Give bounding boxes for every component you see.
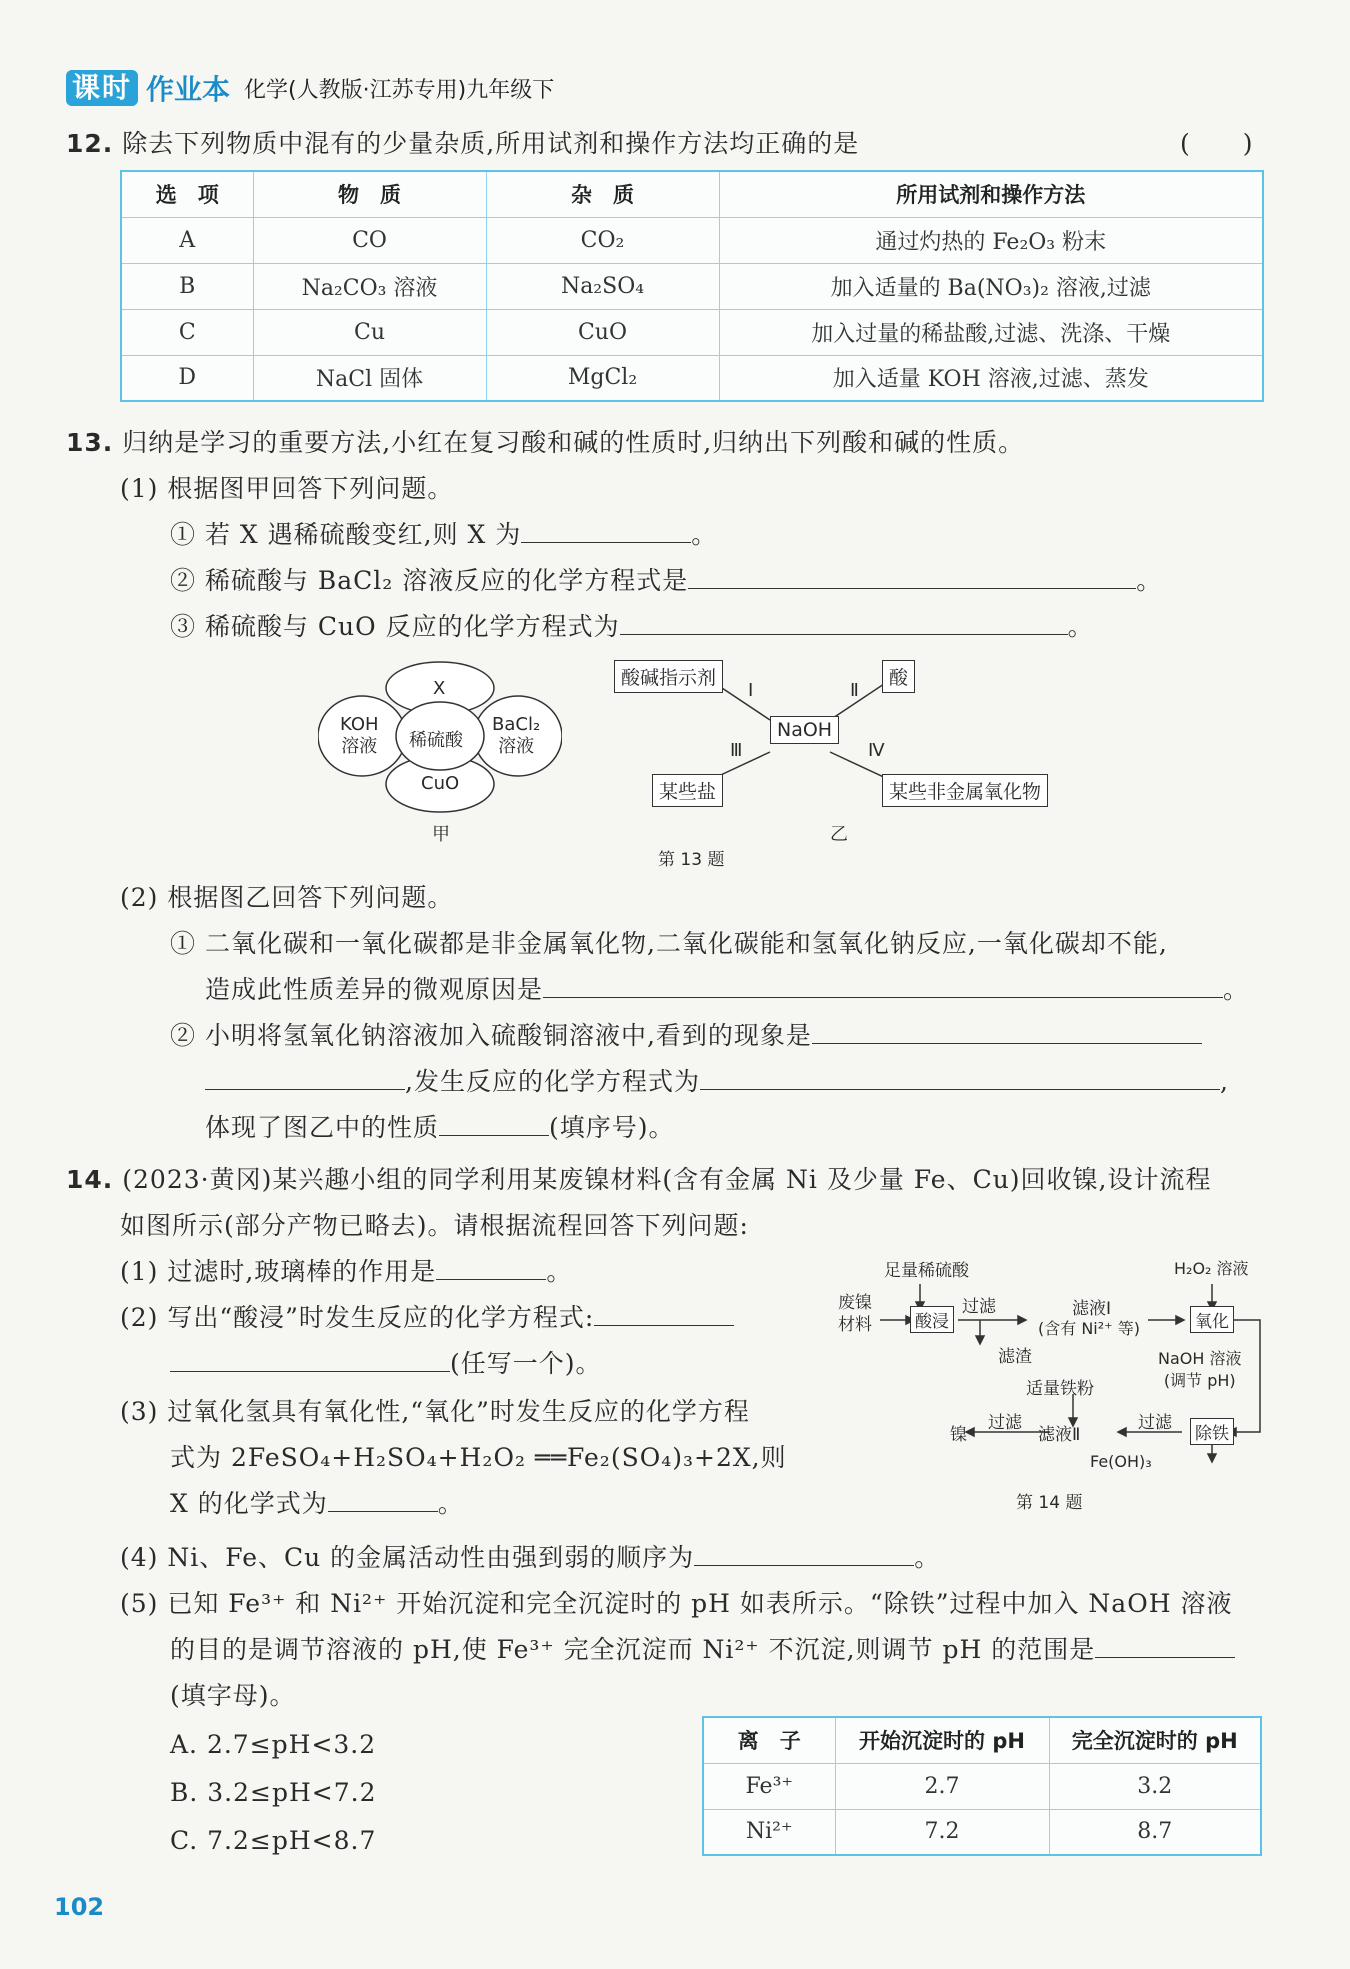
cell-impurity: Na₂SO₄ — [486, 263, 719, 309]
answer-blank[interactable] — [521, 518, 691, 543]
answer-blank[interactable] — [694, 1541, 914, 1566]
yi-roman-2: Ⅱ — [850, 680, 859, 701]
cell-complete-ph: 3.2 — [1049, 1763, 1261, 1809]
answer-blank[interactable] — [436, 1255, 546, 1280]
cell-option: D — [121, 355, 253, 401]
q13-part2-q2-line2: ,发生反应的化学方程式为 , — [205, 1062, 1229, 1098]
q13-part1-q1 — [170, 515, 717, 551]
q14-sub2-line2 — [170, 1344, 602, 1380]
page-number: 102 — [54, 1893, 105, 1921]
q14-number: 14. — [66, 1165, 114, 1194]
q14-figure-caption: 第 14 题 — [1016, 1493, 1083, 1513]
cell-impurity: CuO — [486, 309, 719, 355]
q13-part1-q1-text: ① 若 X 遇稀硫酸变红,则 X 为 — [170, 520, 522, 549]
q13-stem — [66, 423, 1024, 459]
q14-sub1-text: (1) 过滤时,玻璃棒的作用是 — [120, 1257, 437, 1286]
jia-bottom-label: CuO — [421, 773, 460, 794]
q14-sub4-text: (4) Ni、Fe、Cu 的金属活动性由强到弱的顺序为 — [120, 1543, 695, 1572]
answer-blank[interactable] — [1095, 1633, 1235, 1658]
cell-substance: NaCl 固体 — [253, 355, 486, 401]
choice-a[interactable]: A. 2.7≤pH<3.2 — [170, 1730, 377, 1759]
choice-b[interactable]: B. 3.2≤pH<7.2 — [170, 1778, 377, 1807]
q14-sub5-line1: (5) 已知 Fe³⁺ 和 Ni²⁺ 开始沉淀和完全沉淀时的 pH 如表所示。“除铁”过程中加入 NaOH 溶液 — [120, 1589, 1233, 1618]
q14-sub3-line1: (3) 过氧化氢具有氧化性,“氧化”时发生反应的化学方程 — [120, 1397, 750, 1426]
q12-header-option: 选 项 — [121, 171, 253, 217]
cell-complete-ph: 8.7 — [1049, 1809, 1261, 1855]
q13-figure-caption: 第 13 题 — [658, 850, 725, 870]
q14-sub4 — [120, 1538, 940, 1574]
period: 。 — [691, 520, 718, 549]
cell-ion: Ni²⁺ — [703, 1809, 835, 1855]
answer-blank[interactable] — [700, 1065, 1220, 1090]
q14-sub3-text: X 的化学式为 — [170, 1489, 328, 1518]
q12-header-substance: 物 质 — [253, 171, 486, 217]
q12-header-method: 所用试剂和操作方法 — [719, 171, 1263, 217]
q13-part2-q1-line2 — [205, 970, 1249, 1006]
yi-naoh-box: NaOH — [770, 716, 839, 744]
answer-blank[interactable] — [620, 610, 1068, 635]
q13-part1: (1) 根据图甲回答下列问题。 — [120, 474, 454, 503]
cell-start-ph: 2.7 — [835, 1763, 1049, 1809]
cell-method: 加入适量的 Ba(NO₃)₂ 溶液,过滤 — [719, 263, 1263, 309]
table-row — [121, 263, 1263, 309]
cell-method: 加入适量 KOH 溶液,过滤、蒸发 — [719, 355, 1263, 401]
flow-nickel: 镍 — [950, 1425, 967, 1445]
q14-stem-line1 — [66, 1160, 1212, 1196]
flow-naoh: NaOH 溶液 (调节 pH) — [1158, 1349, 1242, 1390]
choice-c[interactable]: C. 7.2≤pH<8.7 — [170, 1826, 377, 1855]
q12-table — [120, 170, 1264, 402]
answer-blank[interactable] — [543, 973, 1223, 998]
q13-part2: (2) 根据图乙回答下列问题。 — [120, 883, 454, 912]
flow-remove-fe-box: 除铁 — [1190, 1418, 1234, 1445]
cell-option: B — [121, 263, 253, 309]
table-row — [703, 1809, 1261, 1855]
q14-sub1 — [120, 1252, 572, 1288]
q14-sub5-line3: (填字母)。 — [170, 1681, 296, 1710]
flow-iron: 适量铁粉 — [1026, 1379, 1094, 1399]
flow-leach-box: 酸浸 — [910, 1306, 954, 1333]
flow-filter1: 过滤 — [962, 1297, 996, 1317]
q13-part2-q2-line3 — [205, 1108, 675, 1144]
jia-caption: 甲 — [432, 824, 450, 845]
q12-header-impurity: 杂 质 — [486, 171, 719, 217]
period: 。 — [437, 1489, 464, 1518]
period: 。 — [546, 1257, 573, 1286]
flow-filter3: 过滤 — [988, 1413, 1022, 1433]
q13-part2-q2-text-2: ,发生反应的化学方程式为 — [405, 1067, 700, 1096]
cell-impurity: CO₂ — [486, 217, 719, 263]
q14-sub3-line3 — [170, 1484, 464, 1520]
q14-sub5-text: 的目的是调节溶液的 pH,使 Fe³⁺ 完全沉淀而 Ni²⁺ 不沉淀,则调节 pH 的范围是 — [170, 1635, 1096, 1664]
answer-blank[interactable] — [594, 1301, 734, 1326]
q12-answer-paren: ( ) — [1180, 129, 1254, 158]
ph-table-header — [703, 1717, 1261, 1763]
answer-blank[interactable] — [439, 1111, 549, 1136]
q14-sub2-text: (2) 写出“酸浸”时发生反应的化学方程式: — [120, 1303, 595, 1332]
flow-waste: 废镍 材料 — [838, 1293, 872, 1335]
q13-part1-q2-text: ② 稀硫酸与 BaCl₂ 溶液反应的化学方程式是 — [170, 566, 689, 595]
table-row — [121, 217, 1263, 263]
answer-blank[interactable] — [812, 1019, 1202, 1044]
q13-part1-q2 — [170, 561, 1162, 597]
cell-impurity: MgCl₂ — [486, 355, 719, 401]
q12-number: 12. — [66, 129, 114, 158]
jia-top-label: X — [433, 678, 446, 699]
jia-left-label: KOH 溶液 — [340, 714, 379, 757]
q13-part1-q3-text: ③ 稀硫酸与 CuO 反应的化学方程式为 — [170, 612, 620, 641]
q14-stem-line2: 如图所示(部分产物已略去)。请根据流程回答下列问题: — [120, 1211, 749, 1240]
cell-substance: CO — [253, 217, 486, 263]
period: 。 — [1067, 612, 1094, 641]
cell-ion: Fe³⁺ — [703, 1763, 835, 1809]
flow-filtrate1-note: (含有 Ni²⁺ 等) — [1038, 1319, 1140, 1338]
cell-method: 通过灼热的 Fe₂O₃ 粉末 — [719, 217, 1263, 263]
q13-text: 归纳是学习的重要方法,小红在复习酸和碱的性质时,归纳出下列酸和碱的性质。 — [122, 428, 1025, 457]
answer-blank[interactable] — [170, 1347, 450, 1372]
flow-filtrate2: 滤液Ⅱ — [1038, 1425, 1081, 1445]
cell-substance: Cu — [253, 309, 486, 355]
q13-part2-q1-line1: ① 二氧化碳和一氧化碳都是非金属氧化物,二氧化碳能和氢氧化钠反应,一氧化碳却不能, — [170, 929, 1168, 958]
cell-substance: Na₂CO₃ 溶液 — [253, 263, 486, 309]
flow-oxidize-box: 氧化 — [1190, 1306, 1234, 1333]
yi-salt-box: 某些盐 — [652, 774, 723, 807]
q12-stem — [66, 124, 859, 160]
yi-acid-box: 酸 — [882, 660, 915, 693]
yi-roman-4: Ⅳ — [868, 740, 885, 761]
yi-roman-1: Ⅰ — [748, 680, 754, 701]
q14-sub2 — [120, 1298, 734, 1334]
flow-residue: 滤渣 — [998, 1347, 1032, 1367]
flow-feoh: Fe(OH)₃ — [1090, 1452, 1152, 1471]
answer-blank[interactable] — [205, 1065, 405, 1090]
yi-indicator-box: 酸碱指示剂 — [614, 660, 723, 693]
q14-sub2-text-2: (任写一个)。 — [450, 1349, 602, 1378]
logo-name: 作业本 — [146, 73, 231, 106]
ph-header-ion: 离 子 — [703, 1717, 835, 1763]
q12-text: 除去下列物质中混有的少量杂质,所用试剂和操作方法均正确的是 — [122, 129, 860, 158]
answer-blank[interactable] — [328, 1487, 438, 1512]
cell-start-ph: 7.2 — [835, 1809, 1049, 1855]
q14-sub5-line2 — [170, 1630, 1235, 1666]
flow-acid: 足量稀硫酸 — [884, 1261, 969, 1281]
cell-option: C — [121, 309, 253, 355]
q13-part2-q2-line1 — [170, 1016, 1202, 1052]
q14-sub3-line2: 式为 2FeSO₄+H₂SO₄+H₂O₂ ══Fe₂(SO₄)₃+2X,则 — [170, 1443, 787, 1472]
q14-text: (2023·黄冈)某兴趣小组的同学利用某废镍材料(含有金属 Ni 及少量 Fe、Cu)回收镍,设计流程 — [122, 1165, 1212, 1194]
q13-part2-q2-text-3: 体现了图乙中的性质 — [205, 1113, 440, 1142]
book-logo — [66, 70, 554, 106]
jia-center-label: 稀硫酸 — [409, 730, 463, 751]
cell-option: A — [121, 217, 253, 263]
yi-roman-3: Ⅲ — [730, 740, 743, 761]
flow-h2o2: H₂O₂ 溶液 — [1174, 1259, 1249, 1278]
yi-caption: 乙 — [830, 824, 848, 845]
period: 。 — [914, 1543, 941, 1572]
q13-part2-q1-text: 造成此性质差异的微观原因是 — [205, 975, 544, 1004]
ph-header-start: 开始沉淀时的 pH — [835, 1717, 1049, 1763]
book-subtitle: 化学(人教版·江苏专用)九年级下 — [244, 77, 555, 103]
logo-mark: 课时 — [66, 70, 138, 106]
yi-oxide-box: 某些非金属氧化物 — [882, 774, 1048, 807]
q13-part2-q2-text-4: (填序号)。 — [549, 1113, 675, 1142]
table-row — [121, 355, 1263, 401]
q13-part1-q3 — [170, 607, 1094, 643]
answer-blank[interactable] — [688, 564, 1136, 589]
period: 。 — [1136, 566, 1163, 595]
jia-right-label: BaCl₂ 溶液 — [492, 714, 541, 757]
q13-part2-q2-text: ② 小明将氢氧化钠溶液加入硫酸铜溶液中,看到的现象是 — [170, 1021, 812, 1050]
table-row — [703, 1763, 1261, 1809]
ph-header-complete: 完全沉淀时的 pH — [1049, 1717, 1261, 1763]
ph-table — [702, 1716, 1262, 1856]
q13-number: 13. — [66, 428, 114, 457]
q12-table-header — [121, 171, 1263, 217]
flow-filter2: 过滤 — [1138, 1413, 1172, 1433]
table-row — [121, 309, 1263, 355]
period: 。 — [1223, 975, 1250, 1004]
cell-method: 加入过量的稀盐酸,过滤、洗涤、干燥 — [719, 309, 1263, 355]
flow-filtrate1: 滤液Ⅰ — [1072, 1299, 1112, 1319]
